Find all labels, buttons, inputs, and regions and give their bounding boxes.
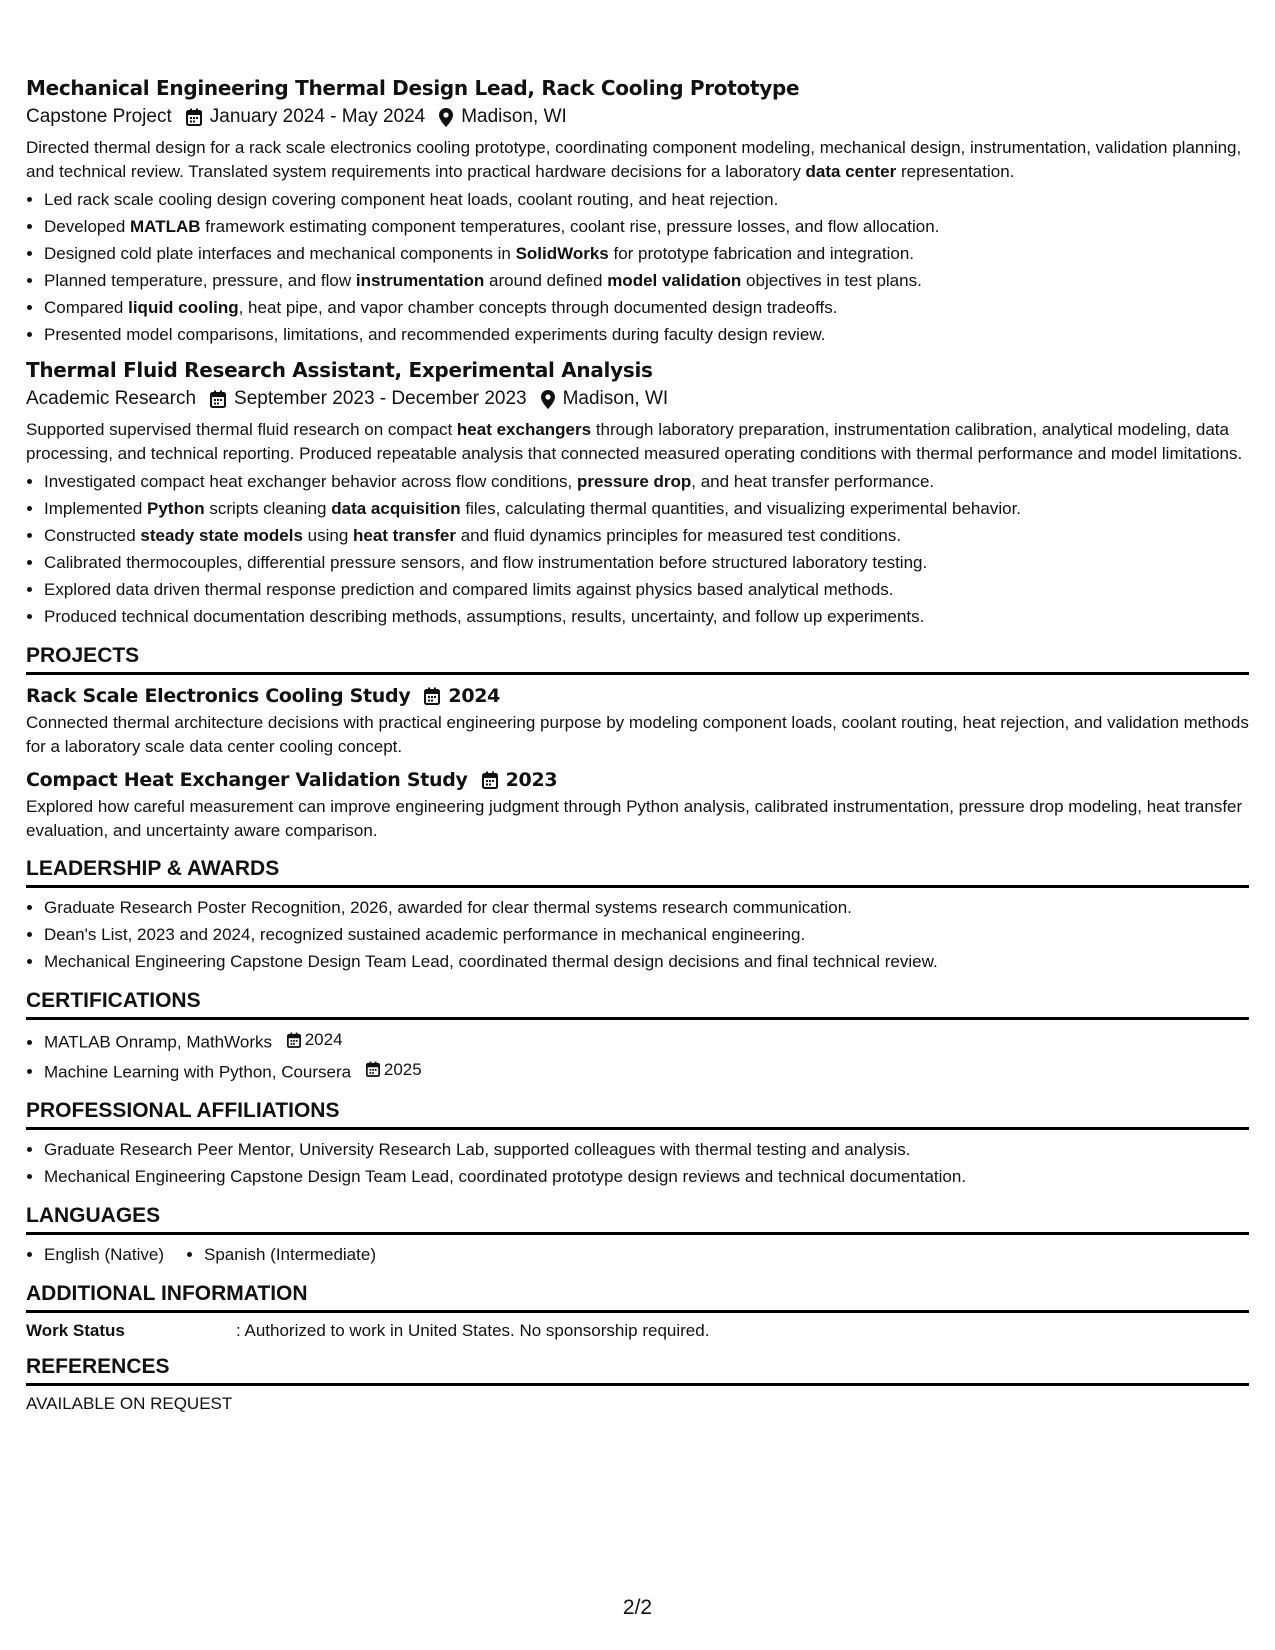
list-item: • Mechanical Engineering Capstone Design Team Lead, coordinated prototype design reviews and technical documentation. [44, 1163, 1249, 1190]
calendar-icon [482, 771, 498, 789]
project-year-text: 2024 [448, 685, 501, 707]
section-heading-projects: PROJECTS [26, 644, 1249, 675]
project-title-row [26, 685, 1249, 707]
text-run: Implemented [44, 499, 147, 518]
bold-keyword: heat exchangers [456, 420, 592, 439]
calendar-icon [186, 108, 202, 126]
list-item [44, 294, 1249, 321]
job-bullets [26, 186, 1249, 348]
project-year [482, 769, 558, 791]
text-run: , and heat transfer performance. [691, 472, 935, 491]
job-dates [186, 106, 425, 128]
text-run: Calibrated thermocouples, differential pressure sensors, and flow instrumentation before structured laboratory testing. [44, 553, 928, 572]
work-status-row [26, 1321, 1249, 1341]
bold-keyword: heat transfer [353, 526, 456, 545]
job-location [541, 388, 669, 410]
project-year [424, 685, 500, 707]
text-run: and fluid dynamics principles for measured test conditions. [455, 526, 902, 545]
map-pin-icon [439, 108, 453, 127]
experience-entry [26, 76, 1249, 348]
calendar-icon [210, 390, 226, 408]
project-entry [26, 769, 1249, 843]
calendar-icon [424, 687, 440, 705]
affiliations-list [26, 1136, 1249, 1190]
bold-keyword: liquid cooling [128, 298, 239, 317]
text-run: Investigated compact heat exchanger behavior across flow conditions, [44, 472, 577, 491]
job-summary [26, 136, 1249, 184]
map-pin-icon [541, 390, 555, 409]
languages-list [26, 1241, 1249, 1268]
text-run: Compared [44, 298, 129, 317]
bold-keyword: pressure drop [576, 472, 692, 491]
language-item: • English (Native) [44, 1241, 164, 1268]
bold-keyword: MATLAB [130, 217, 201, 236]
leadership-list [26, 894, 1249, 975]
text-run: representation. [896, 162, 1015, 181]
list-item [44, 186, 1249, 213]
cert-year-text: 2025 [383, 1059, 422, 1079]
job-org: Capstone Project [26, 106, 172, 127]
text-run: Presented model comparisons, limitations, and recommended experiments during faculty design review. [44, 325, 826, 344]
page-number: 2/2 [622, 1596, 653, 1619]
text-run: Developed [44, 217, 131, 236]
cert-year [366, 1056, 422, 1083]
text-run: Supported supervised thermal fluid research on compact [26, 420, 457, 439]
list-item [44, 213, 1249, 240]
list-item: • Graduate Research Peer Mentor, University Research Lab, supported colleagues with thermal testing and analysis. [44, 1136, 1249, 1163]
project-year-text: 2023 [505, 769, 558, 791]
experience-entry [26, 358, 1249, 630]
section-heading-affiliations: PROFESSIONAL AFFILIATIONS [26, 1099, 1249, 1130]
bold-keyword: instrumentation [355, 271, 485, 290]
project-entry [26, 685, 1249, 759]
cert-name: Machine Learning with Python, Coursera [44, 1062, 352, 1081]
cert-name: MATLAB Onramp, MathWorks [44, 1032, 272, 1052]
text-run: Led rack scale cooling design covering component heat loads, coolant routing, and heat rejection. [44, 190, 779, 209]
list-item: • Mechanical Engineering Capstone Design Team Lead, coordinated thermal design decisions and final technical review. [44, 948, 1249, 975]
list-item [44, 267, 1249, 294]
list-item [44, 576, 1249, 603]
list-item [44, 1056, 1249, 1086]
job-dates-text: January 2024 - May 2024 [209, 106, 426, 127]
section-heading-additional: ADDITIONAL INFORMATION [26, 1282, 1249, 1313]
calendar-icon [287, 1032, 301, 1048]
project-description: Explored how careful measurement can improve engineering judgment through Python analysis, calibrated instrumentation, pressure drop modeling, heat transfer evaluation, and uncertainty aware comparison. [26, 797, 1243, 840]
list-item: • Graduate Research Poster Recognition, 2026, awarded for clear thermal systems research communication. [44, 894, 1249, 921]
bold-keyword: SolidWorks [515, 244, 609, 263]
list-item [44, 1026, 1249, 1056]
section-heading-languages: LANGUAGES [26, 1204, 1249, 1235]
section-heading-leadership: LEADERSHIP & AWARDS [26, 857, 1249, 888]
text-run: scripts cleaning [204, 499, 332, 518]
list-item [44, 549, 1249, 576]
section-heading-references: REFERENCES [26, 1355, 1249, 1386]
job-location [439, 106, 567, 128]
bold-keyword: data center [805, 162, 897, 181]
text-run: , heat pipe, and vapor chamber concepts through documented design tradeoffs. [238, 298, 838, 317]
project-title: Rack Scale Electronics Cooling Study [26, 685, 411, 707]
work-status-value: : Authorized to work in United States. No sponsorship required. [236, 1321, 710, 1340]
project-description: Connected thermal architecture decisions with practical engineering purpose by modeling component loads, coolant routing, heat rejection, and validation methods for a laboratory scale data center cooling concept. [26, 713, 1249, 756]
text-run: Directed thermal design for a rack scale electronics cooling prototype, coordinating component modeling, mechanical design, instrumentation, validation planning, and technical review. Translated system requirements into practical hardware decisions for a laboratory [26, 138, 1242, 181]
job-location-text: Madison, WI [562, 388, 669, 409]
text-run: Designed cold plate interfaces and mechanical components in [44, 244, 516, 263]
job-title: Thermal Fluid Research Assistant, Experimental Analysis [26, 358, 653, 382]
text-run: Planned temperature, pressure, and flow [44, 271, 356, 290]
language-item: • Spanish (Intermediate) [204, 1241, 376, 1268]
job-org: Academic Research [26, 388, 197, 409]
certifications-list [26, 1026, 1249, 1085]
text-run: framework estimating component temperatures, coolant rise, pressure losses, and flow allocation. [200, 217, 940, 236]
text-run: objectives in test plans. [741, 271, 922, 290]
list-item: • Dean's List, 2023 and 2024, recognized sustained academic performance in mechanical engineering. [44, 921, 1249, 948]
list-item [44, 495, 1249, 522]
job-dates [210, 388, 527, 410]
project-title: Compact Heat Exchanger Validation Study [26, 769, 468, 791]
text-run: through laboratory preparation, instrumentation calibration, analytical modeling, data processing, and technical reporting. Produced repeatable analysis that connected measured operating conditions with thermal performance and model limitations. [26, 420, 1243, 463]
project-title-row [26, 769, 1249, 791]
job-meta [26, 388, 1249, 410]
bold-keyword: data acquisition [331, 499, 461, 518]
text-run: using [302, 526, 353, 545]
text-run: files, calculating thermal quantities, and visualizing experimental behavior. [460, 499, 1022, 518]
section-heading-certifications: CERTIFICATIONS [26, 989, 1249, 1020]
references-text: AVAILABLE ON REQUEST [26, 1394, 233, 1413]
work-status-label: Work Status [26, 1321, 125, 1340]
list-item [44, 468, 1249, 495]
bold-keyword: model validation [607, 271, 742, 290]
job-title: Mechanical Engineering Thermal Design Lead, Rack Cooling Prototype [26, 76, 800, 100]
text-run: Constructed [44, 526, 141, 545]
job-dates-text: September 2023 - December 2023 [234, 388, 527, 409]
job-summary [26, 418, 1249, 466]
list-item [44, 240, 1249, 267]
text-run: Explored data driven thermal response prediction and compared limits against physics based analytical methods. [44, 580, 894, 599]
job-location-text: Madison, WI [461, 106, 567, 127]
job-meta [26, 106, 1249, 128]
bold-keyword: steady state models [140, 526, 303, 545]
list-item [44, 603, 1249, 630]
list-item [44, 522, 1249, 549]
job-bullets [26, 468, 1249, 630]
cert-year [287, 1026, 343, 1053]
text-run: Produced technical documentation describing methods, assumptions, results, uncertainty, and follow up experiments. [44, 607, 925, 626]
calendar-icon [366, 1061, 380, 1077]
list-item [44, 321, 1249, 348]
cert-year-text: 2024 [304, 1030, 343, 1049]
text-run: around defined [484, 271, 608, 290]
bold-keyword: Python [147, 499, 205, 518]
text-run: for prototype fabrication and integration. [608, 244, 915, 263]
